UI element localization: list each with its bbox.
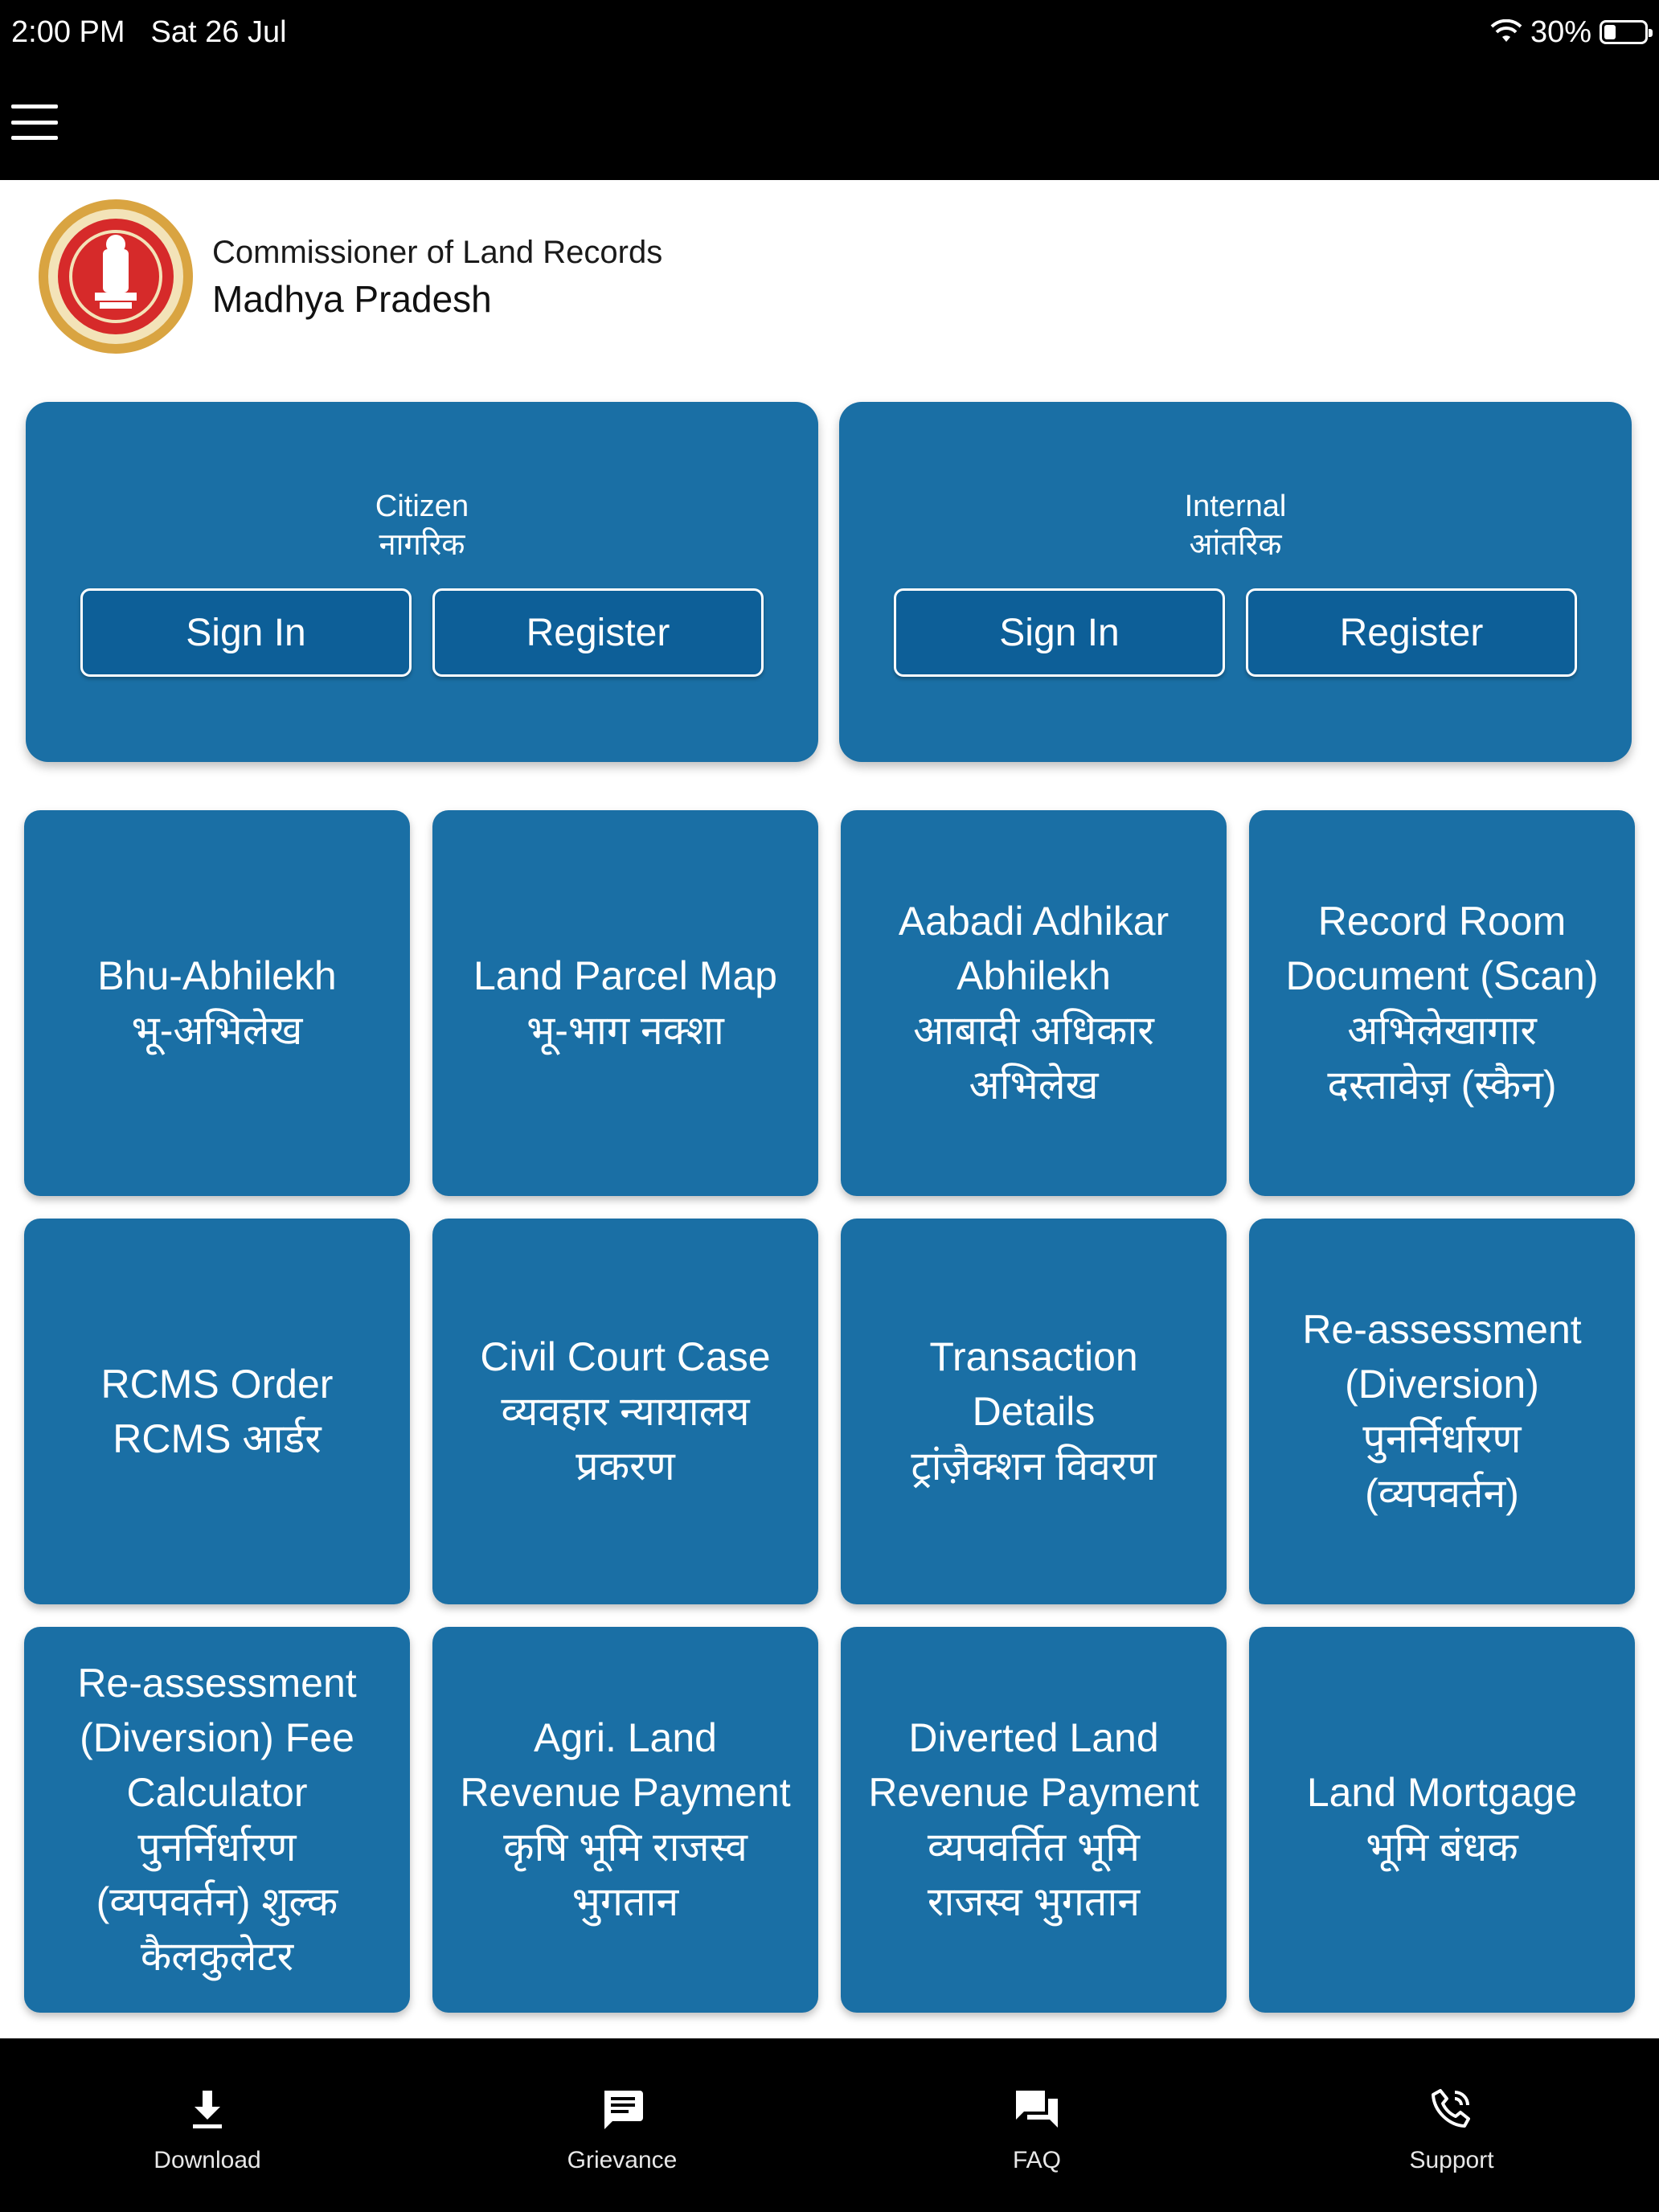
service-tile-reassessment-diversion[interactable] bbox=[1249, 1219, 1635, 1604]
service-tile-label: Revenue Payment bbox=[460, 1770, 791, 1815]
citizen-register-button[interactable]: Register bbox=[432, 588, 764, 677]
service-tile-record-room[interactable] bbox=[1249, 810, 1635, 1196]
service-tile-label: Civil Court Case bbox=[480, 1334, 771, 1379]
internal-auth-card bbox=[839, 402, 1632, 762]
service-tile-label: Record Room bbox=[1317, 899, 1567, 944]
service-tile-transaction-details[interactable] bbox=[841, 1219, 1227, 1604]
menu-line bbox=[11, 136, 58, 140]
service-tile-bhu-abhilekh[interactable] bbox=[24, 810, 410, 1196]
chat-bubble-icon bbox=[596, 2084, 648, 2136]
citizen-label-hi: नागरिक bbox=[379, 528, 465, 562]
nav-label: Support bbox=[1409, 2147, 1494, 2173]
service-tile-label: (व्यपवर्तन) शुल्क bbox=[96, 1879, 338, 1924]
top-app-bar bbox=[0, 0, 1659, 180]
nav-label: FAQ bbox=[1012, 2147, 1061, 2173]
service-tile-label: राजस्व भुगतान bbox=[927, 1879, 1141, 1924]
service-tile-label: Bhu-Abhilekh bbox=[97, 953, 337, 998]
hamburger-menu-icon[interactable] bbox=[11, 104, 58, 140]
madhya-pradesh-emblem-icon bbox=[35, 196, 196, 357]
services-grid bbox=[24, 810, 1635, 2013]
menu-line bbox=[11, 104, 58, 109]
service-tile-label: दस्तावेज़ (स्कैन) bbox=[1327, 1063, 1557, 1108]
internal-label-hi: आंतरिक bbox=[1189, 528, 1282, 562]
citizen-auth-card bbox=[26, 402, 818, 762]
service-tile-label: कैलकुलेटर bbox=[140, 1934, 294, 1979]
bottom-navigation bbox=[0, 2038, 1659, 2212]
service-tile-label: Re-assessment bbox=[77, 1661, 357, 1706]
citizen-label-en: Citizen bbox=[375, 490, 469, 523]
nav-faq-button[interactable] bbox=[830, 2038, 1244, 2212]
brand-title: Madhya Pradesh bbox=[212, 278, 492, 320]
service-tile-label: भुगतान bbox=[571, 1879, 679, 1924]
service-tile-land-parcel-map[interactable] bbox=[432, 810, 818, 1196]
service-tile-label: भूमि बंधक bbox=[1366, 1825, 1518, 1870]
service-tile-aabadi-adhikar[interactable] bbox=[841, 810, 1227, 1196]
service-tile-label: व्यपवर्तित भूमि bbox=[927, 1825, 1141, 1870]
service-tile-label: (Diversion) bbox=[1345, 1362, 1539, 1407]
service-tile-label: पुनर्निर्धारण bbox=[137, 1825, 297, 1870]
internal-sign-in-button[interactable]: Sign In bbox=[894, 588, 1225, 677]
service-tile-label: Diverted Land bbox=[908, 1715, 1159, 1760]
service-tile-rcms-order[interactable] bbox=[24, 1219, 410, 1604]
service-tile-label: Abhilekh bbox=[956, 953, 1111, 998]
service-tile-label: RCMS आर्डर bbox=[113, 1416, 322, 1461]
service-tile-label: Land Parcel Map bbox=[473, 953, 777, 998]
status-date: Sat 26 Jul bbox=[150, 15, 287, 49]
nav-label: Download bbox=[154, 2147, 261, 2173]
service-tile-civil-court-case[interactable] bbox=[432, 1219, 818, 1604]
service-tile-label: आबादी अधिकार bbox=[913, 1008, 1154, 1053]
service-tile-label: भू-भाग नक्शा bbox=[526, 1008, 724, 1053]
battery-percentage: 30% bbox=[1530, 15, 1591, 49]
service-tile-label: Aabadi Adhikar bbox=[898, 899, 1169, 944]
service-tile-label: Re-assessment bbox=[1302, 1307, 1582, 1352]
service-tile-label: (Diversion) Fee bbox=[80, 1715, 354, 1760]
nav-support-button[interactable] bbox=[1244, 2038, 1659, 2212]
service-tile-label: Document (Scan) bbox=[1285, 953, 1599, 998]
service-tile-land-mortgage[interactable] bbox=[1249, 1627, 1635, 2013]
service-tile-diverted-land-revenue[interactable] bbox=[841, 1627, 1227, 2013]
service-tile-label: ट्रांज़ैक्शन विवरण bbox=[911, 1444, 1157, 1489]
battery-icon bbox=[1600, 20, 1648, 44]
nav-grievance-button[interactable] bbox=[415, 2038, 830, 2212]
service-tile-label: Transaction bbox=[929, 1334, 1138, 1379]
service-tile-label: Revenue Payment bbox=[868, 1770, 1199, 1815]
menu-line bbox=[11, 121, 58, 125]
citizen-sign-in-button[interactable]: Sign In bbox=[80, 588, 412, 677]
status-bar-left bbox=[11, 11, 287, 53]
service-tile-label: (व्यपवर्तन) bbox=[1365, 1471, 1519, 1516]
service-tile-label: RCMS Order bbox=[100, 1362, 334, 1407]
download-icon bbox=[182, 2084, 233, 2136]
service-tile-label: प्रकरण bbox=[576, 1444, 675, 1489]
status-bar-right bbox=[1490, 11, 1648, 53]
internal-label bbox=[839, 487, 1632, 564]
service-tile-label: अभिलेखागार bbox=[1347, 1008, 1537, 1053]
service-tile-label: कृषि भूमि राजस्व bbox=[503, 1825, 748, 1870]
service-tile-label: अभिलेख bbox=[969, 1063, 1099, 1108]
service-tile-agri-land-revenue[interactable] bbox=[432, 1627, 818, 2013]
forum-icon bbox=[1011, 2084, 1063, 2136]
wifi-icon bbox=[1490, 19, 1522, 45]
service-tile-reassessment-fee-calculator[interactable] bbox=[24, 1627, 410, 2013]
status-time: 2:00 PM bbox=[11, 15, 125, 49]
phone-call-icon bbox=[1426, 2084, 1477, 2136]
brand-header bbox=[35, 196, 662, 357]
service-tile-label: Agri. Land bbox=[534, 1715, 717, 1760]
service-tile-label: भू-अभिलेख bbox=[131, 1008, 303, 1053]
service-tile-label: Calculator bbox=[126, 1770, 308, 1815]
service-tile-label: Details bbox=[972, 1389, 1096, 1434]
service-tile-label: व्यवहार न्यायालय bbox=[501, 1389, 750, 1434]
battery-fill bbox=[1604, 25, 1616, 39]
internal-register-button[interactable]: Register bbox=[1246, 588, 1577, 677]
nav-download-button[interactable] bbox=[0, 2038, 415, 2212]
nav-label: Grievance bbox=[567, 2147, 678, 2173]
service-tile-label: Land Mortgage bbox=[1306, 1770, 1578, 1815]
citizen-label bbox=[26, 487, 818, 564]
brand-subtitle: Commissioner of Land Records bbox=[212, 235, 663, 270]
service-tile-label: पुनर्निर्धारण bbox=[1362, 1416, 1522, 1461]
internal-label-en: Internal bbox=[1184, 490, 1287, 523]
